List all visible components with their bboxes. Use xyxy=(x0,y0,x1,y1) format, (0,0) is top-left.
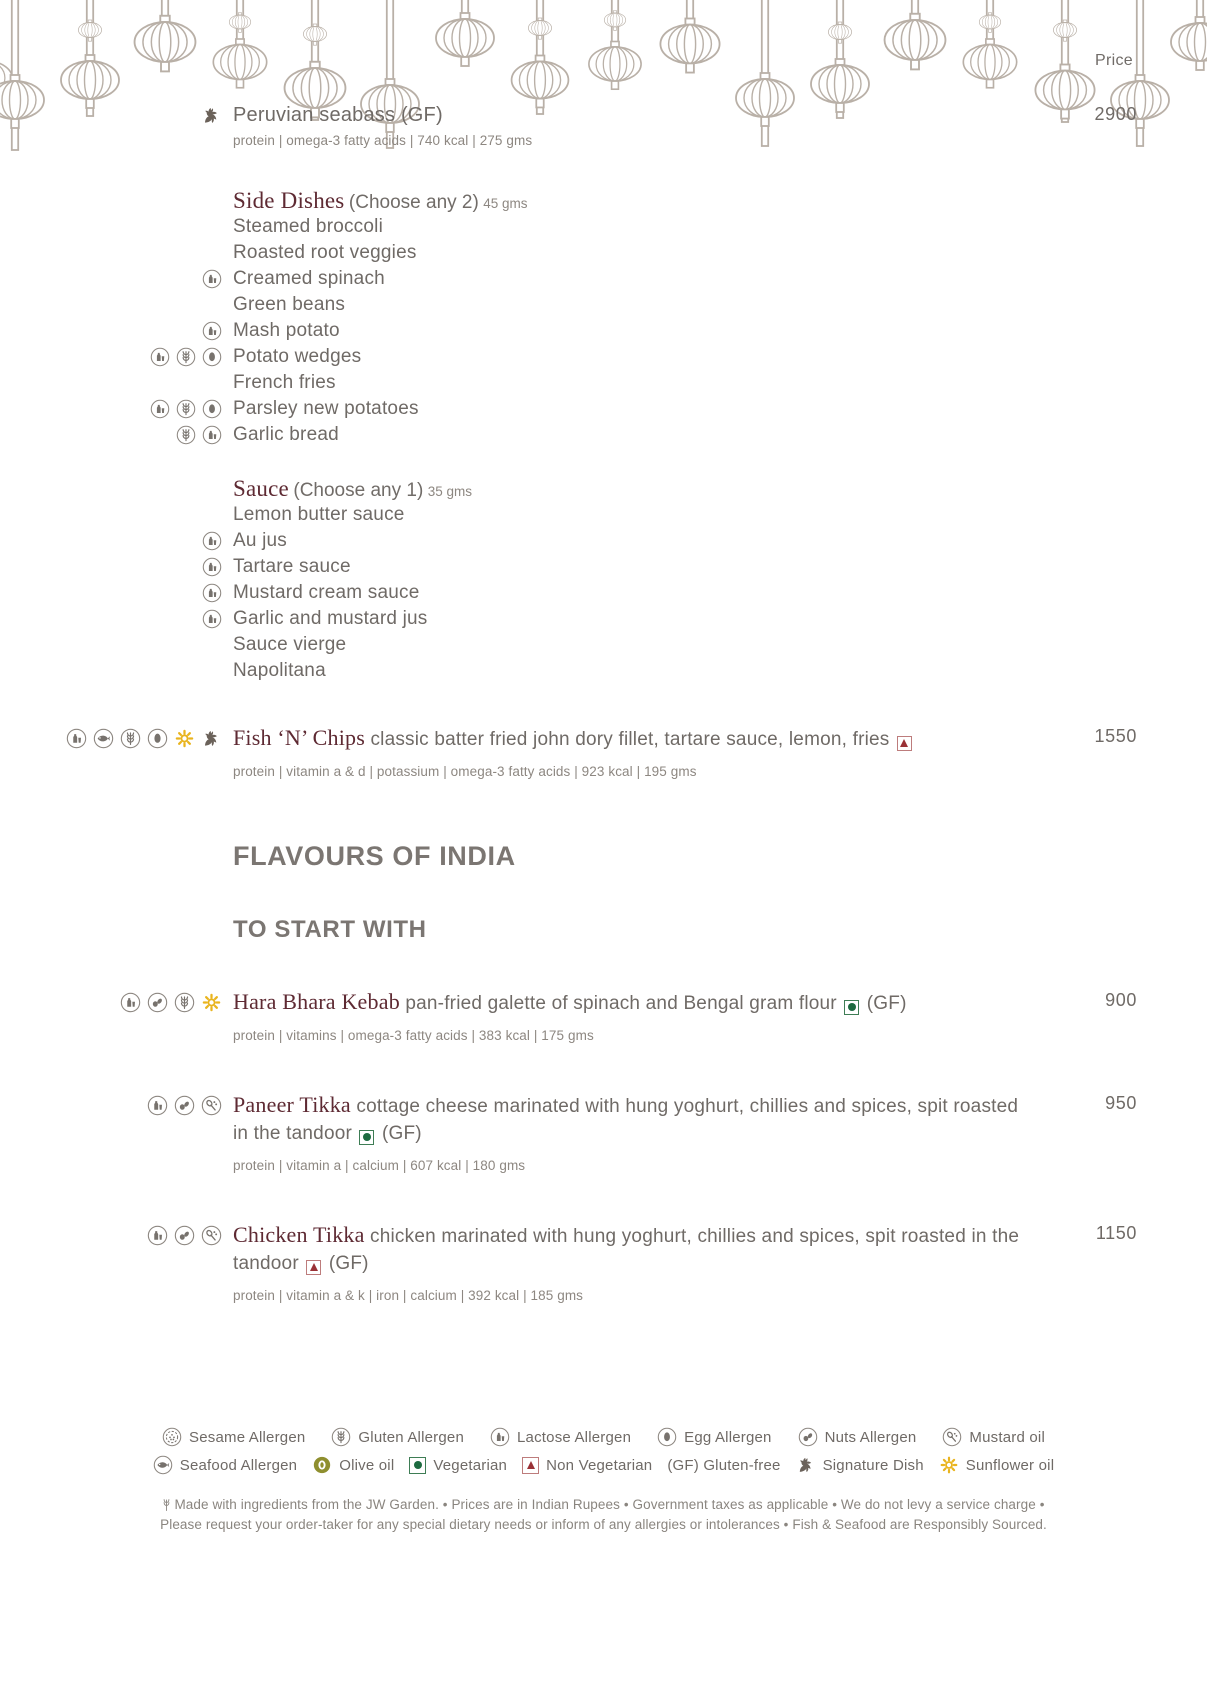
lactose-allergen-icon xyxy=(202,609,222,629)
legend-item-nuts xyxy=(798,1427,917,1447)
legend-label: Nuts Allergen xyxy=(824,1428,917,1446)
seafood-allergen-icon xyxy=(93,728,114,749)
egg-allergen-icon xyxy=(202,399,222,419)
option-label: Mash potato xyxy=(233,320,340,341)
footer-line-1 xyxy=(0,1495,1207,1515)
item-icons xyxy=(0,1221,233,1246)
side-dish-option xyxy=(0,344,1137,370)
vegetarian-icon xyxy=(359,1130,374,1145)
item-price: 950 xyxy=(1105,1093,1137,1113)
item-description: pan-fried galette of spinach and Bengal gram flour xyxy=(405,993,837,1014)
signature-dish-icon xyxy=(796,1455,816,1475)
option-label: Au jus xyxy=(233,530,288,551)
gluten-allergen-icon xyxy=(120,728,141,749)
lactose-allergen-icon xyxy=(202,583,222,603)
option-label: Lemon butter sauce xyxy=(233,504,405,525)
legend-label: Lactose Allergen xyxy=(517,1428,632,1446)
option-label: Parsley new potatoes xyxy=(233,398,419,419)
seafood-allergen-icon xyxy=(153,1455,173,1475)
side-dish-option xyxy=(0,396,1137,422)
legend-item-mustard-oil xyxy=(942,1427,1045,1447)
legend-row-2 xyxy=(153,1455,1054,1475)
item-nutrition: protein | vitamins | omega-3 fatty acids | 383 kcal | 175 gms xyxy=(233,1028,594,1043)
option-label: Sauce vierge xyxy=(233,634,347,655)
item-title: Chicken Tikka xyxy=(233,1222,365,1247)
legend-item-sesame xyxy=(162,1427,305,1447)
legend-item-vegetarian xyxy=(409,1457,507,1474)
item-icons xyxy=(0,102,233,126)
menu-item-peruvian-seabass xyxy=(0,102,1137,148)
legend-item-gluten xyxy=(331,1427,464,1447)
lactose-allergen-icon xyxy=(202,321,222,341)
side-dish-option xyxy=(0,266,1137,292)
legend-label: Gluten Allergen xyxy=(358,1428,464,1446)
legend-label: Mustard oil xyxy=(969,1428,1045,1446)
menu-item-chicken-tikka xyxy=(0,1221,1137,1309)
side-dish-option xyxy=(0,370,1137,396)
legend-label: Sunflower oil xyxy=(965,1456,1055,1474)
item-price: 1550 xyxy=(1094,726,1137,746)
item-icons xyxy=(0,724,233,749)
option-label: Napolitana xyxy=(233,660,326,681)
option-label: Creamed spinach xyxy=(233,268,385,289)
sauce-heading: Sauce xyxy=(233,476,289,501)
sauce-option xyxy=(0,606,1137,632)
footer-text: Made with ingredients from the JW Garden. • Prices are in Indian Rupees • Government taxes as applicable • We do not levy a service charge • xyxy=(174,1497,1045,1512)
egg-allergen-icon xyxy=(657,1427,677,1447)
side-dishes-portion: 45 gms xyxy=(483,196,528,211)
sauce-option xyxy=(0,528,1137,554)
menu-item-hara-bhara-kebab xyxy=(0,988,1137,1049)
gluten-allergen-icon xyxy=(176,425,196,445)
item-description: chicken marinated with hung yoghurt, chillies and spices, spit roasted in the tandoor xyxy=(233,1226,1020,1274)
lactose-allergen-icon xyxy=(490,1427,510,1447)
legend-item-olive-oil xyxy=(312,1455,394,1475)
item-nutrition: protein | vitamin a & k | iron | calcium | 392 kcal | 185 gms xyxy=(233,1288,584,1303)
lactose-allergen-icon xyxy=(202,269,222,289)
legend-row-1 xyxy=(162,1427,1045,1447)
signature-dish-icon xyxy=(201,728,222,749)
gluten-allergen-icon xyxy=(174,992,195,1013)
sauce-option xyxy=(0,632,1137,658)
non-vegetarian-icon xyxy=(522,1457,539,1474)
legend-item-non-vegetarian xyxy=(522,1457,652,1474)
option-label: Mustard cream sauce xyxy=(233,582,420,603)
item-title: Fish ‘N’ Chips xyxy=(233,725,365,750)
nuts-allergen-icon xyxy=(798,1427,818,1447)
option-label: Garlic and mustard jus xyxy=(233,608,428,629)
legend-item-sunflower-oil xyxy=(939,1455,1054,1475)
legend-label: Vegetarian xyxy=(433,1456,508,1474)
option-label: Roasted root veggies xyxy=(233,242,417,263)
legend-label: Signature Dish xyxy=(822,1456,924,1474)
lactose-allergen-icon xyxy=(150,399,170,419)
nuts-allergen-icon xyxy=(174,1225,195,1246)
side-dish-option xyxy=(0,318,1137,344)
item-icons xyxy=(0,988,233,1013)
lactose-allergen-icon xyxy=(150,347,170,367)
jw-garden-sprig-icon xyxy=(162,1498,171,1511)
option-label: Tartare sauce xyxy=(233,556,351,577)
legend-label: Non Vegetarian xyxy=(546,1456,653,1474)
item-price: 2900 xyxy=(1094,104,1137,124)
legend-item-egg xyxy=(657,1427,771,1447)
item-price: 900 xyxy=(1105,990,1137,1010)
item-title: Peruvian seabass (GF) xyxy=(233,104,443,126)
menu-content xyxy=(0,52,1137,1309)
item-title: Paneer Tikka xyxy=(233,1092,351,1117)
lactose-allergen-icon xyxy=(66,728,87,749)
lactose-allergen-icon xyxy=(202,425,222,445)
lactose-allergen-icon xyxy=(120,992,141,1013)
sauce-option xyxy=(0,554,1137,580)
nuts-allergen-icon xyxy=(147,992,168,1013)
section-heading-row xyxy=(0,785,1137,872)
price-column-header: Price xyxy=(1095,52,1133,69)
legend-item-gluten-free xyxy=(667,1457,780,1474)
egg-allergen-icon xyxy=(202,347,222,367)
item-nutrition: protein | omega-3 fatty acids | 740 kcal | 275 gms xyxy=(233,133,533,148)
sauce-portion: 35 gms xyxy=(427,484,473,499)
signature-dish-icon xyxy=(201,105,222,126)
allergen-legend xyxy=(0,1427,1207,1475)
menu-item-paneer-tikka xyxy=(0,1091,1137,1179)
non-vegetarian-icon xyxy=(306,1260,321,1275)
sauce-option xyxy=(0,580,1137,606)
legend-item-seafood xyxy=(153,1455,297,1475)
lactose-allergen-icon xyxy=(202,531,222,551)
legend-item-signature-dish xyxy=(796,1455,924,1475)
legend-label: Seafood Allergen xyxy=(179,1456,298,1474)
legend-label: Olive oil xyxy=(339,1456,395,1474)
item-description: classic batter fried john dory fillet, tartare sauce, lemon, fries xyxy=(370,729,890,750)
item-icons xyxy=(0,1091,233,1116)
lactose-allergen-icon xyxy=(202,557,222,577)
side-dishes-section-heading xyxy=(0,188,1137,214)
sesame-allergen-icon xyxy=(162,1427,182,1447)
sauce-option xyxy=(0,502,1137,528)
legend-item-lactose xyxy=(490,1427,631,1447)
lactose-allergen-icon xyxy=(147,1095,168,1116)
option-label: Garlic bread xyxy=(233,424,339,445)
side-dish-option xyxy=(0,292,1137,318)
option-label: Green beans xyxy=(233,294,346,315)
menu-item-fish-n-chips xyxy=(0,724,1137,785)
side-dish-option xyxy=(0,422,1137,448)
mustard-oil-icon xyxy=(201,1095,222,1116)
legend-label: Egg Allergen xyxy=(684,1428,772,1446)
side-dish-option xyxy=(0,240,1137,266)
lactose-allergen-icon xyxy=(147,1225,168,1246)
non-vegetarian-icon xyxy=(897,736,912,751)
sauce-option xyxy=(0,658,1137,684)
side-dishes-heading: Side Dishes xyxy=(233,188,345,213)
section-heading-flavours-of-india: FLAVOURS OF INDIA xyxy=(233,841,516,871)
legend-label: (GF) Gluten-free xyxy=(667,1456,781,1474)
sunflower-oil-icon xyxy=(201,992,222,1013)
gluten-allergen-icon xyxy=(331,1427,351,1447)
mustard-oil-icon xyxy=(942,1427,962,1447)
footer-line-2: Please request your order-taker for any special dietary needs or inform of any allergies or intolerances • Fish & Seafood are Responsibly Sourced. xyxy=(160,1517,1047,1532)
nuts-allergen-icon xyxy=(174,1095,195,1116)
sub-heading-row xyxy=(0,872,1137,944)
option-label: Steamed broccoli xyxy=(233,216,383,237)
mustard-oil-icon xyxy=(201,1225,222,1246)
sunflower-oil-icon xyxy=(939,1455,959,1475)
gluten-free-tag: (GF) xyxy=(328,1253,369,1274)
side-dish-option xyxy=(0,214,1137,240)
item-nutrition: protein | vitamin a | calcium | 607 kcal | 180 gms xyxy=(233,1158,526,1173)
side-dishes-note: (Choose any 2) xyxy=(348,192,479,213)
footer-notes xyxy=(0,1495,1207,1535)
sauce-note: (Choose any 1) xyxy=(293,480,424,501)
egg-allergen-icon xyxy=(147,728,168,749)
gluten-allergen-icon xyxy=(176,399,196,419)
gluten-free-tag: (GF) xyxy=(381,1123,422,1144)
option-label: Potato wedges xyxy=(233,346,362,367)
item-price: 1150 xyxy=(1095,1223,1137,1243)
option-label: French fries xyxy=(233,372,336,393)
vegetarian-icon xyxy=(409,1457,426,1474)
section-heading-to-start-with: TO START WITH xyxy=(233,916,427,943)
item-title: Hara Bhara Kebab xyxy=(233,989,400,1014)
sauce-section-heading xyxy=(0,476,1137,502)
item-description: cottage cheese marinated with hung yoghurt, chillies and spices, spit roasted in the tandoor xyxy=(233,1096,1019,1144)
item-nutrition: protein | vitamin a & d | potassium | omega-3 fatty acids | 923 kcal | 195 gms xyxy=(233,764,697,779)
legend-label: Sesame Allergen xyxy=(189,1428,306,1446)
olive-oil-icon xyxy=(312,1455,332,1475)
vegetarian-icon xyxy=(844,1000,859,1015)
gluten-allergen-icon xyxy=(176,347,196,367)
sunflower-oil-icon xyxy=(174,728,195,749)
gluten-free-tag: (GF) xyxy=(866,993,907,1014)
